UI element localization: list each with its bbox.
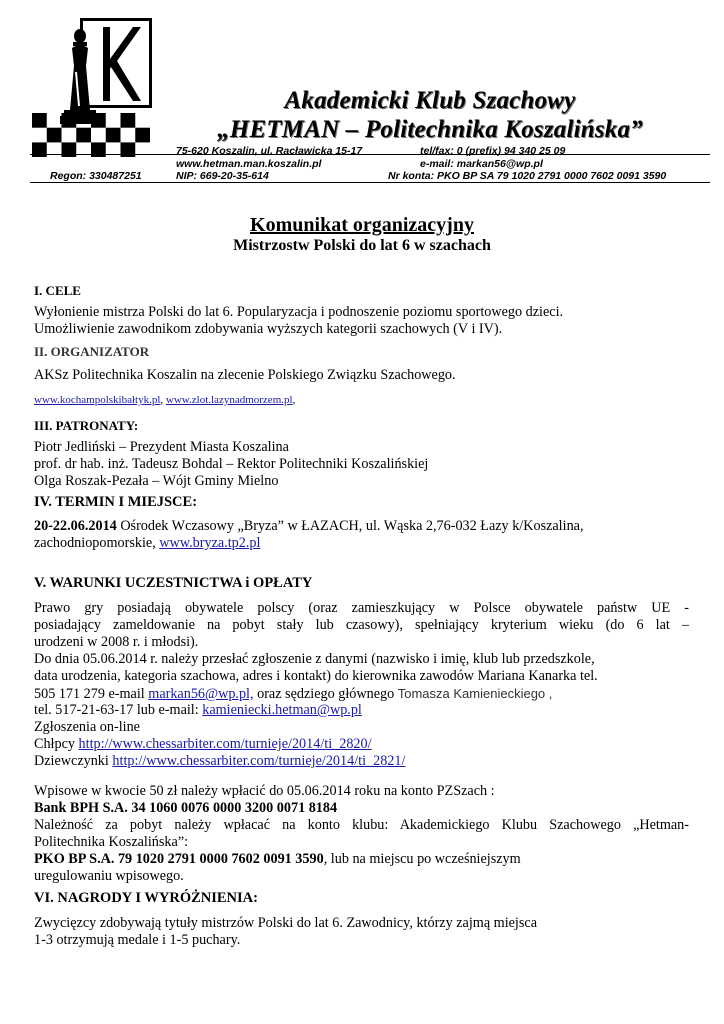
termin-date: 20-22.06.2014 bbox=[34, 518, 117, 534]
warunki-p2-line3 bbox=[34, 685, 552, 703]
pko-rest: , lub na miejscu po wcześniejszym bbox=[323, 851, 521, 867]
link-email-kamieniecki[interactable]: kamieniecki.hetman@wp.pl bbox=[202, 702, 362, 718]
organizator-links bbox=[34, 392, 295, 409]
bank-bph-account: Bank BPH S.A. 34 1060 0076 0000 3200 0071 8184 bbox=[34, 800, 338, 816]
termin-region: zachodniopomorskie, bbox=[34, 535, 160, 551]
cele-line1: Wyłonienie mistrza Polski do lat 6. Popularyzacja i podnoszenie poziomu sportowego dzieci. bbox=[34, 304, 564, 320]
club-regon: Regon: 330487251 bbox=[50, 170, 142, 182]
document-subtitle: Mistrzostw Polski do lat 6 w szachach bbox=[233, 237, 491, 254]
club-address: 75-620 Koszalin, ul. Racławicka 15-17 bbox=[176, 145, 363, 157]
section-heading-warunki: V. WARUNKI UCZESTNICTWA i OPŁATY bbox=[34, 575, 313, 591]
chessboard-icon bbox=[32, 113, 150, 157]
sedzia-name: Tomasza Kamienieckiego , bbox=[397, 686, 553, 701]
zgloszenia-online: Zgłoszenia on-line bbox=[34, 719, 140, 735]
links-separator: , bbox=[160, 394, 166, 406]
section-heading-termin: IV. TERMIN I MIEJSCE: bbox=[34, 494, 198, 510]
naleznosc-line1: Należność za pobyt należy wpłacać na konto klubu: Akademickiego Klubu Szachowego „Hetman- bbox=[34, 817, 689, 833]
cele-line2: Umożliwienie zawodnikom zdobywania wyższych kategorii szachowych (V i IV). bbox=[34, 321, 503, 337]
dziewczynki-label: Dziewczynki bbox=[34, 753, 113, 769]
sedzia-phone: tel. 517-21-63-17 lub e-mail: bbox=[34, 702, 203, 718]
warunki-p1-line3: urodzeni w 2008 r. i młodsi). bbox=[34, 634, 199, 650]
link-kochampolskibaltyk[interactable]: www.kochampolskibałtyk.pl bbox=[34, 394, 161, 406]
termin-line1 bbox=[34, 518, 584, 535]
section-heading-cele: I. CELE bbox=[34, 283, 81, 298]
wpisowe-line: Wpisowe w kwocie 50 zł należy wpłacić do 05.06.2014 roku na konto PZSzach : bbox=[34, 783, 495, 799]
patronaty-line2: prof. dr hab. inż. Tadeusz Bohdal – Rektor Politechniki Koszalińskiej bbox=[34, 456, 429, 472]
warunki-p2-line2: data urodzenia, kategoria szachowa, adres i kontakt) do kierownika zawodów Mariana Kanarka tel. bbox=[34, 668, 598, 684]
club-logo bbox=[32, 18, 150, 158]
pko-account-line bbox=[34, 851, 521, 868]
termin-place: Ośrodek Wczasowy „Bryza” w ŁAZACH, ul. Wąska 2,76-032 Łazy k/Koszalina, bbox=[116, 518, 584, 534]
section-heading-patronaty: III. PATRONATY: bbox=[34, 418, 139, 433]
link-chessarbiter-dziewczynki[interactable]: http://www.chessarbiter.com/turnieje/2014/ti_2821/ bbox=[112, 753, 406, 769]
sedzia-label: oraz sędziego głównego bbox=[253, 686, 398, 702]
patronaty-line3: Olga Roszak-Pezała – Wójt Gminy Mielno bbox=[34, 473, 279, 489]
document-title: Komunikat organizacyjny bbox=[250, 214, 474, 236]
warunki-p2-line1: Do dnia 05.06.2014 r. należy przesłać zgłoszenie z danymi (nazwisko i imię, klub lub przedszkole, bbox=[34, 651, 595, 667]
club-telfax: tel/fax: 0 (prefix) 94 340 25 09 bbox=[420, 145, 566, 157]
link-chessarbiter-chlopcy[interactable]: http://www.chessarbiter.com/turnieje/2014/ti_2820/ bbox=[78, 736, 372, 752]
warunki-p1-line1: Prawo gry posiadają obywatele polscy (oraz zamieszkujący w Polsce obywatele państw UE - bbox=[34, 600, 689, 616]
link-bryza[interactable]: www.bryza.tp2.pl bbox=[159, 535, 261, 551]
warunki-p2-line4 bbox=[34, 702, 362, 719]
club-website: www.hetman.man.koszalin.pl bbox=[176, 158, 322, 170]
zgloszenia-chlopcy bbox=[34, 736, 372, 753]
termin-line2 bbox=[34, 535, 260, 552]
nagrody-line2: 1-3 otrzymują medale i 1-5 puchary. bbox=[34, 932, 241, 948]
zgloszenia-dziewczynki bbox=[34, 753, 405, 770]
links-trailing-comma: , bbox=[292, 394, 296, 406]
organizator-line1: AKSz Politechnika Koszalin na zlecenie Polskiego Związku Szachowego. bbox=[34, 367, 456, 383]
section-heading-nagrody: VI. NAGRODY I WYRÓŻNIENIA: bbox=[34, 890, 258, 906]
chlopcy-label: Chłpcy bbox=[34, 736, 79, 752]
section-heading-organizator: II. ORGANIZATOR bbox=[34, 344, 150, 359]
pko-line2: uregulowaniu wpisowego. bbox=[34, 868, 184, 884]
pko-account: PKO BP S.A. 79 1020 2791 0000 7602 0091 3590 bbox=[34, 851, 324, 867]
kierownik-phone: 505 171 279 e-mail bbox=[34, 686, 149, 702]
header-divider bbox=[30, 154, 710, 155]
nagrody-line1: Zwycięzcy zdobywają tytuły mistrzów Polski do lat 6. Zawodnicy, którzy zajmą miejsca bbox=[34, 915, 537, 931]
letterhead-bottom-divider bbox=[30, 182, 710, 183]
naleznosc-line2: Politechnika Koszalińska”: bbox=[34, 834, 189, 850]
club-name-line1: Akademicki Klub Szachowy bbox=[284, 87, 576, 114]
club-account: Nr konta: PKO BP SA 79 1020 2791 0000 7602 0091 3590 bbox=[388, 170, 667, 182]
link-email-markan[interactable]: markan56@wp.pl, bbox=[148, 686, 254, 702]
club-name-line2: „HETMAN – Politechnika Koszalińska” bbox=[217, 116, 643, 143]
patronaty-line1: Piotr Jedliński – Prezydent Miasta Koszalina bbox=[34, 439, 289, 455]
link-zlot-lazynadmorzem[interactable]: www.zlot.lazynadmorzem.pl bbox=[165, 394, 293, 406]
warunki-p1-line2: posiadający zameldowanie na pobyt stały lub czasowy), spełniający kryterium wieku (do 6 lat – bbox=[34, 617, 689, 633]
club-email: e-mail: markan56@wp.pl bbox=[420, 158, 543, 170]
club-nip: NIP: 669-20-35-614 bbox=[176, 170, 269, 182]
club-name bbox=[150, 86, 710, 144]
